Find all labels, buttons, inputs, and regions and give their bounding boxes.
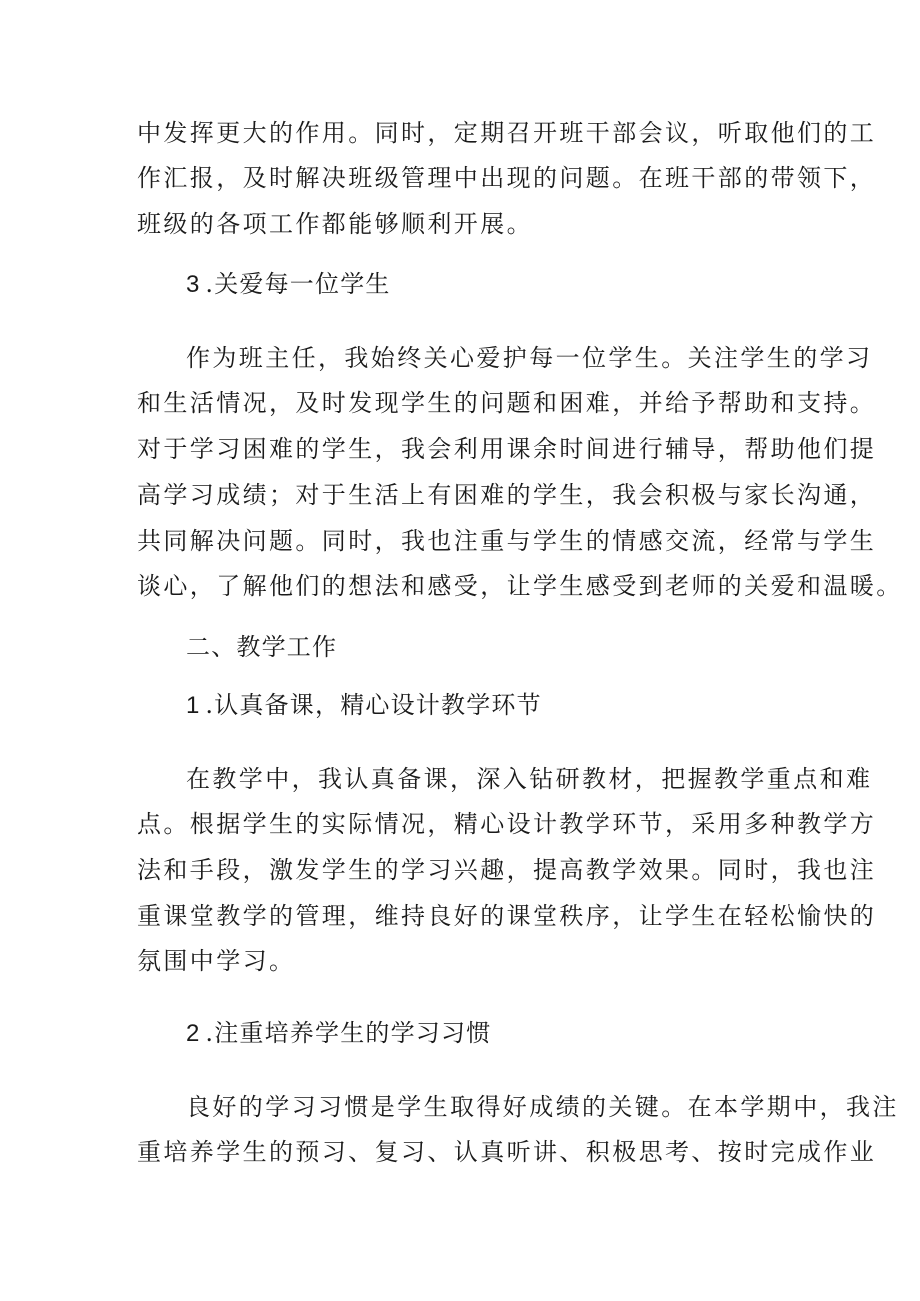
paragraph-line: 在教学中，我认真备课，深入钻研教材，把握教学重点和难 <box>186 765 873 793</box>
subheading-text: .关爱每一位学生 <box>205 270 391 298</box>
paragraph-line: 良好的学习习惯是学生取得好成绩的关键。在本学期中，我注 <box>186 1093 899 1121</box>
subheading-2 <box>186 1017 846 1050</box>
subheading-number: 3 <box>186 271 200 298</box>
paragraph-line: 共同解决问题。同时，我也注重与学生的情感交流，经常与学生 <box>137 527 877 555</box>
paragraph-line: 重课堂教学的管理，维持良好的课堂秩序，让学生在轻松愉快的 <box>137 902 877 930</box>
paragraph-line: 氛围中学习。 <box>137 947 296 975</box>
subheading-text: .认真备课，精心设计教学环节 <box>205 691 542 719</box>
paragraph-line: 作汇报，及时解决班级管理中出现的问题。在班干部的带领下， <box>137 164 877 192</box>
paragraph-line: 法和手段，激发学生的学习兴趣，提高教学效果。同时，我也注 <box>137 856 877 884</box>
paragraph-line: 中发挥更大的作用。同时，定期召开班干部会议，听取他们的工 <box>137 119 877 147</box>
paragraph-line: 点。根据学生的实际情况，精心设计教学环节，采用多种教学方 <box>137 810 877 838</box>
paragraph-line: 谈心，了解他们的想法和感受，让学生感受到老师的关爱和温暖。 <box>137 572 903 600</box>
paragraph-line: 重培养学生的预习、复习、认真听讲、积极思考、按时完成作业 <box>137 1138 877 1166</box>
subheading-3 <box>186 268 846 301</box>
paragraph-line: 班级的各项工作都能够顺利开展。 <box>137 210 533 238</box>
subheading-number: 1 <box>186 692 200 719</box>
section-heading: 二、教学工作 <box>186 633 338 661</box>
subheading-text: .注重培养学生的学习习惯 <box>205 1019 492 1047</box>
subheading-number: 2 <box>186 1020 200 1047</box>
paragraph-line: 和生活情况，及时发现学生的问题和困难，并给予帮助和支持。 <box>137 389 877 417</box>
paragraph-line: 作为班主任，我始终关心爱护每一位学生。关注学生的学习 <box>186 344 873 372</box>
paragraph-line: 对于学习困难的学生，我会利用课余时间进行辅导，帮助他们提 <box>137 435 877 463</box>
subheading-1 <box>186 689 846 722</box>
paragraph-line: 高学习成绩；对于生活上有困难的学生，我会积极与家长沟通， <box>137 481 877 509</box>
